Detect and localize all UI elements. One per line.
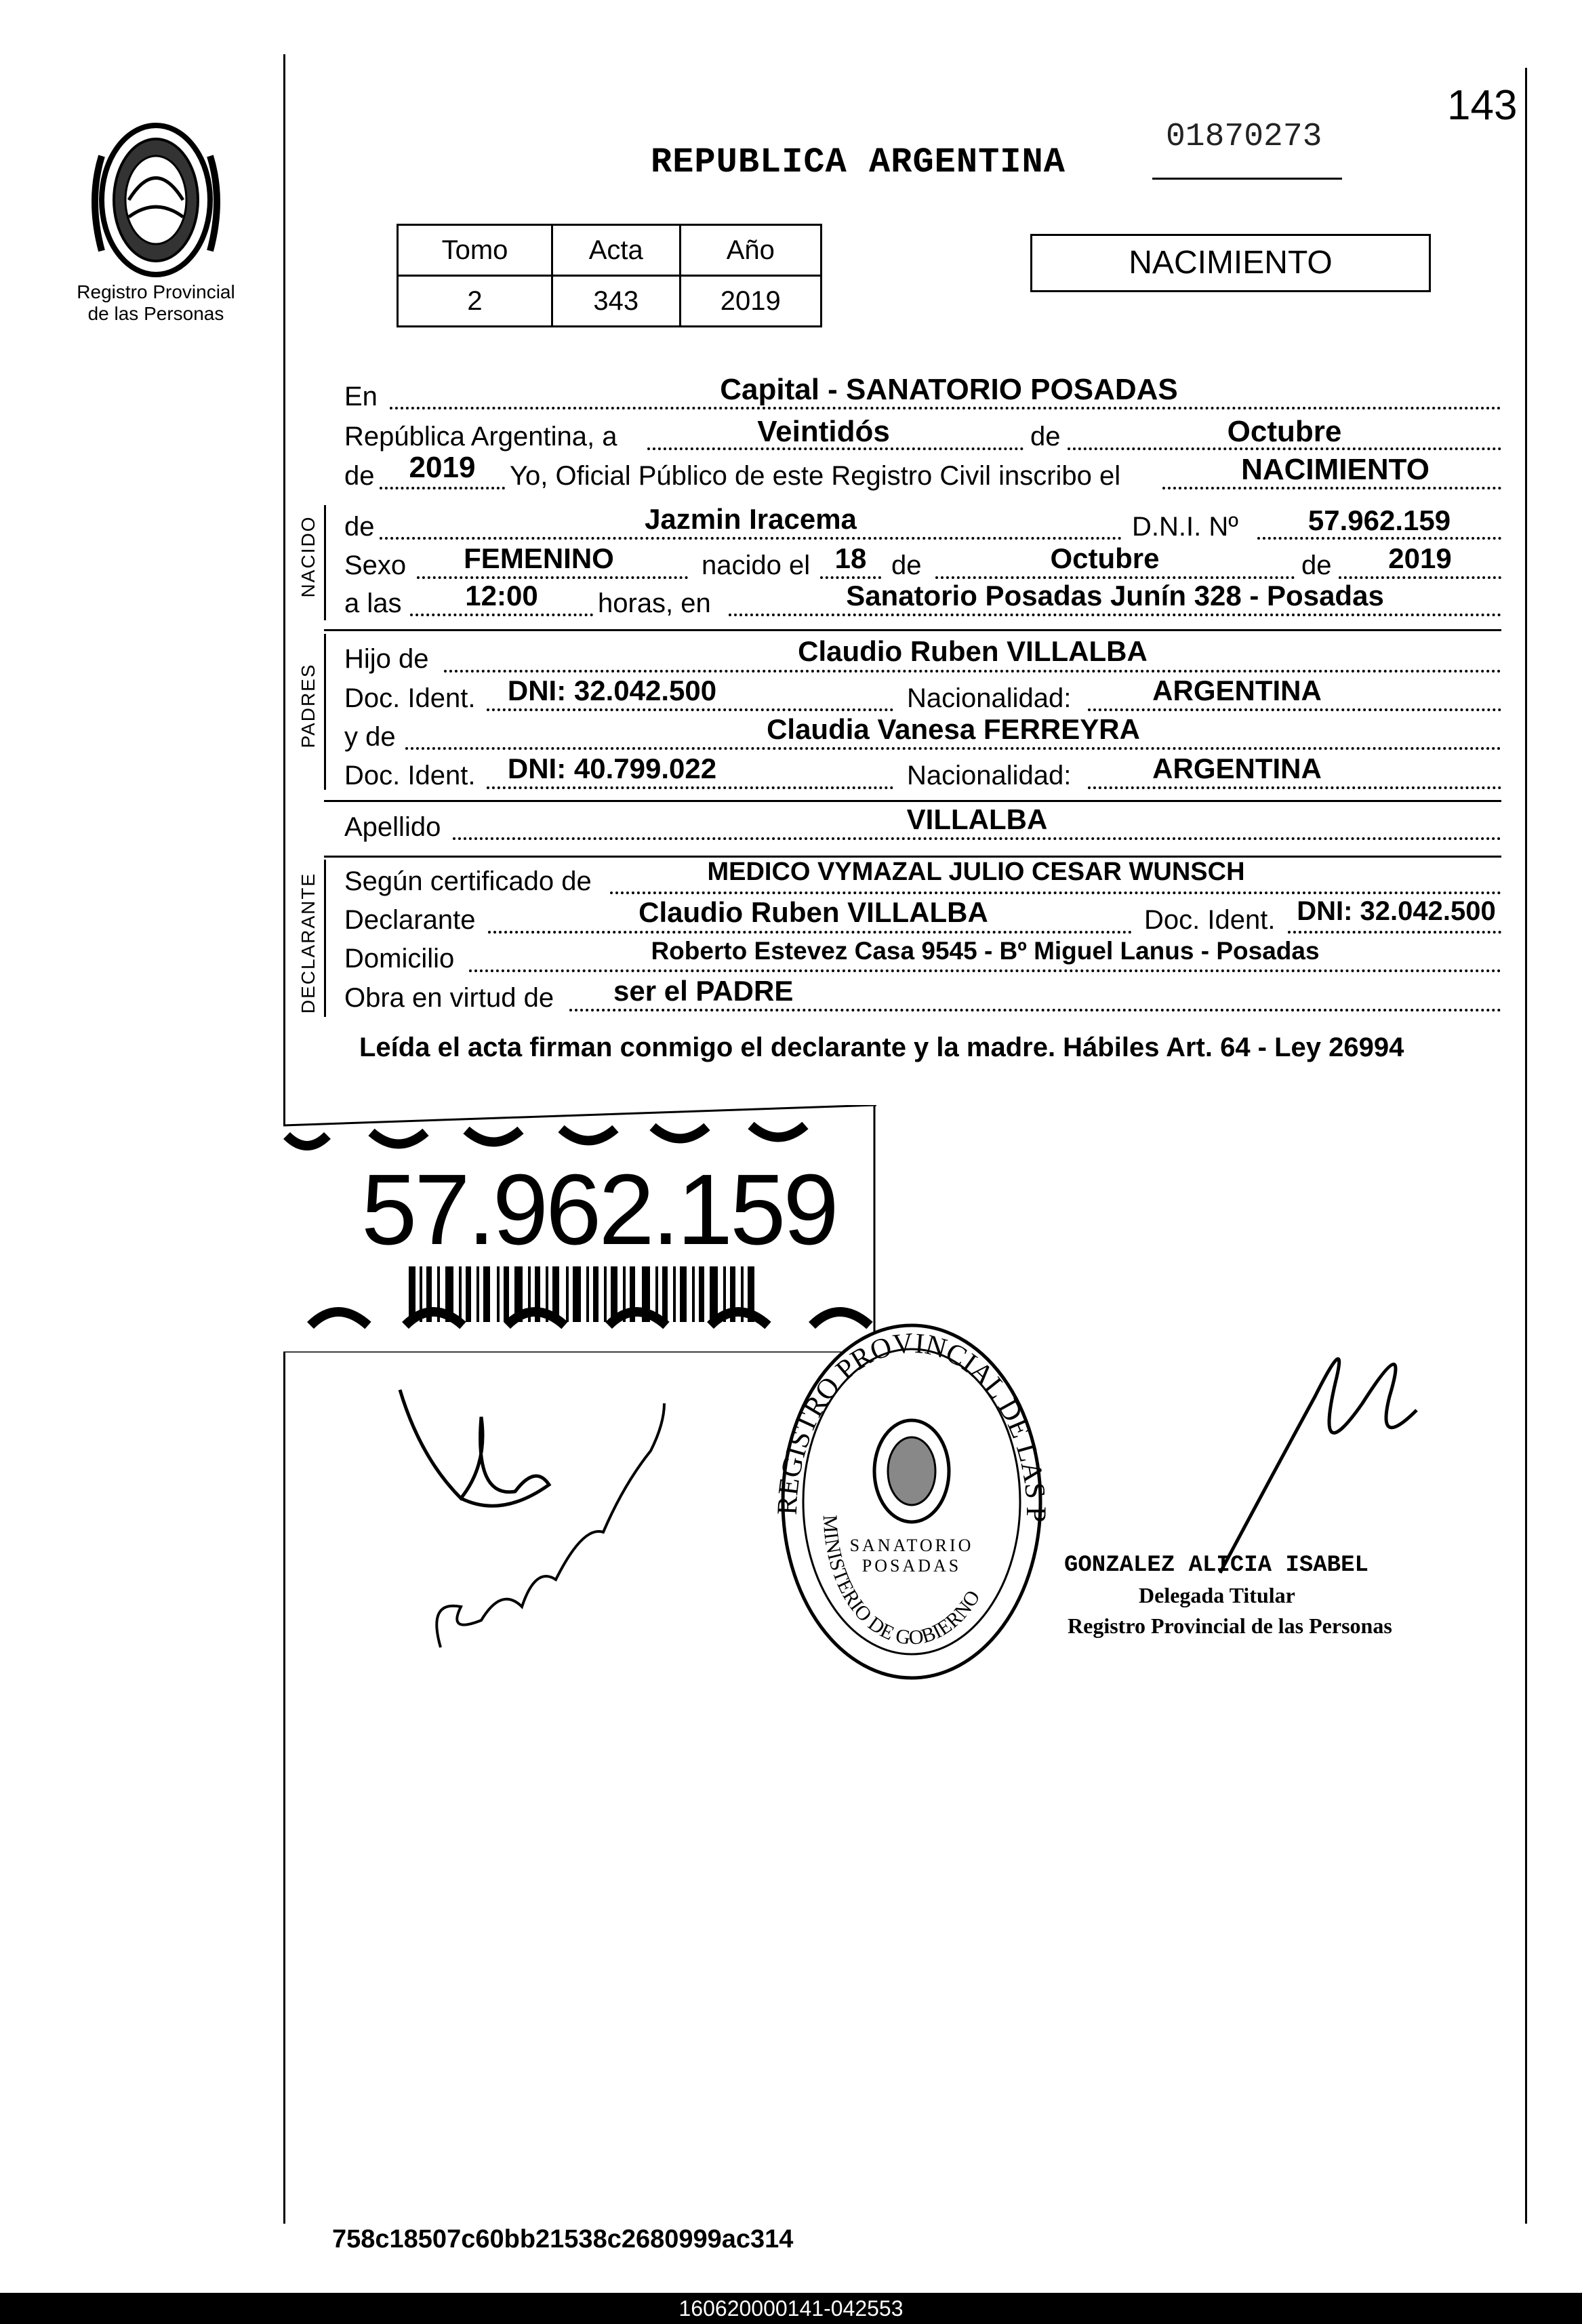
value-dia-letras: Veintidós <box>757 415 890 448</box>
label-horas-en: horas, en <box>598 588 711 618</box>
serial-number: 01870273 <box>1166 119 1322 155</box>
label-en: En <box>344 382 378 412</box>
value-acta: 343 <box>552 276 680 327</box>
province-logo <box>75 115 237 285</box>
serial-underline <box>1152 178 1342 180</box>
label-yo-oficial: Yo, Oficial Público de este Registro Civil inscribo el <box>510 461 1121 491</box>
label-de4: de <box>891 550 922 580</box>
value-nombre: Jazmin Iracema <box>645 503 857 535</box>
seal-outer-text: REGISTRO PROVINCIAL DE LAS P <box>771 1327 1052 1523</box>
dots-declarante <box>488 931 1132 934</box>
dots-padre-nac <box>1088 708 1501 711</box>
label-de1: de <box>1030 422 1061 452</box>
right-margin-line <box>1525 68 1527 2224</box>
value-padre-dni: DNI: 32.042.500 <box>507 675 717 706</box>
section-declarante: DECLARANTE <box>298 872 319 1014</box>
label-declarante: Declarante <box>344 905 476 935</box>
dots-anio <box>380 487 505 489</box>
value-madre: Claudia Vanesa FERREYRA <box>767 713 1140 745</box>
label-doc-ident3: Doc. Ident. <box>1144 905 1276 935</box>
dots-mes-nac <box>935 576 1295 579</box>
footer-code: 160620000141-042553 <box>678 2296 904 2321</box>
dots-madre-nac <box>1088 786 1501 789</box>
label-doc-ident2: Doc. Ident. <box>344 761 476 790</box>
dots-hora <box>410 614 593 616</box>
label-doc-ident1: Doc. Ident. <box>344 683 476 713</box>
header-acta: Acta <box>552 225 680 276</box>
section-padres: PADRES <box>298 663 319 748</box>
value-dia-nac: 18 <box>834 542 867 574</box>
footer-bar <box>0 2293 1582 2324</box>
label-nacido-el: nacido el <box>702 550 811 580</box>
separator-padres <box>324 800 1501 802</box>
dots-dni <box>1257 537 1501 540</box>
sticker-barcode <box>409 1266 761 1322</box>
official-office: Registro Provincial de las Personas <box>1068 1614 1392 1638</box>
registry-label: Registro Provincial de las Personas <box>77 281 235 324</box>
label-de3: de <box>344 512 375 542</box>
label-nacionalidad2: Nacionalidad: <box>907 761 1072 790</box>
label-domicilio: Domicilio <box>344 944 455 974</box>
label-nacionalidad1: Nacionalidad: <box>907 683 1072 713</box>
value-madre-dni: DNI: 40.799.022 <box>507 753 717 784</box>
label-obra-en-virtud: Obra en virtud de <box>344 983 554 1013</box>
dots-apellido <box>453 837 1501 840</box>
label-dni: D.N.I. Nº <box>1132 512 1238 542</box>
header-tomo: Tomo <box>398 225 552 276</box>
value-lugar-nac: Sanatorio Posadas Junín 328 - Posadas <box>846 580 1384 612</box>
value-anio: 2019 <box>409 451 476 484</box>
value-sexo: FEMENINO <box>464 542 614 574</box>
section-nacido: NACIDO <box>298 515 319 598</box>
dots-obra <box>569 1009 1501 1011</box>
label-hijo-de: Hijo de <box>344 644 429 674</box>
seal-bottom-text: MINISTERIO DE GOBIERNO <box>818 1514 985 1649</box>
table-header-row <box>398 225 822 276</box>
label-sexo: Sexo <box>344 550 407 580</box>
dots-madre-dni <box>487 786 893 789</box>
value-declarante-dni: DNI: 32.042.500 <box>1297 896 1496 926</box>
seal-inner-text: SANATORIO POSADAS <box>849 1536 974 1576</box>
value-madre-nac: ARGENTINA <box>1152 753 1322 784</box>
value-obra: ser el PADRE <box>613 975 794 1007</box>
value-lugar: Capital - SANATORIO POSADAS <box>720 373 1178 406</box>
dots-dia-nac <box>820 576 881 579</box>
table-value-row <box>398 276 822 327</box>
dots-declarante-dni <box>1288 931 1501 934</box>
value-tipo: NACIMIENTO <box>1241 453 1429 486</box>
nacido-divider <box>324 505 326 620</box>
value-certificado: MEDICO VYMAZAL JULIO CESAR WUNSCH <box>707 858 1245 886</box>
value-domicilio: Roberto Estevez Casa 9545 - Bº Miguel Lanus - Posadas <box>651 937 1320 965</box>
padres-divider <box>324 634 326 790</box>
dots-domicilio <box>469 969 1501 972</box>
value-mes: Octubre <box>1227 415 1342 448</box>
dots-madre <box>405 747 1501 750</box>
page-number: 143 <box>1447 82 1518 129</box>
document-type: NACIMIENTO <box>1129 245 1333 281</box>
value-dni: 57.962.159 <box>1307 504 1451 536</box>
dots-en <box>390 407 1501 409</box>
label-y-de: y de <box>344 722 396 752</box>
label-republica: República Argentina, a <box>344 422 617 452</box>
official-role: Delegada Titular <box>1139 1583 1295 1607</box>
label-de2: de <box>344 461 375 491</box>
value-hora: 12:00 <box>465 580 538 612</box>
dots-anio-nac <box>1339 576 1501 579</box>
separator-nacido <box>324 629 1501 631</box>
sticker-number: 57.962.159 <box>361 1154 836 1266</box>
dots-nombre <box>380 537 1122 540</box>
tomo-acta-table <box>397 224 822 327</box>
dots-sexo <box>417 576 688 579</box>
dots-lugar-nac <box>729 614 1501 616</box>
closing-statement: Leída el acta firman conmigo el declarante y la madre. Hábiles Art. 64 - Ley 26994 <box>359 1033 1404 1062</box>
value-padre: Claudio Ruben VILLALBA <box>798 635 1148 667</box>
document-title: REPUBLICA ARGENTINA <box>651 142 1066 182</box>
value-tomo: 2 <box>398 276 552 327</box>
official-name: GONZALEZ ALICIA ISABEL <box>1064 1552 1368 1578</box>
value-anio: 2019 <box>680 276 821 327</box>
value-anio-nac: 2019 <box>1388 542 1452 574</box>
dots-tipo <box>1162 487 1501 489</box>
dots-padre-dni <box>487 708 893 711</box>
value-apellido: VILLALBA <box>906 803 1048 835</box>
document-hash: 758c18507c60bb21538c2680999ac314 <box>332 2225 794 2253</box>
declarante-divider <box>324 860 326 1017</box>
value-padre-nac: ARGENTINA <box>1152 675 1322 706</box>
dots-certificado <box>610 891 1501 894</box>
label-de5: de <box>1301 550 1332 580</box>
label-apellido: Apellido <box>344 812 441 842</box>
value-declarante: Claudio Ruben VILLALBA <box>638 896 988 928</box>
declarant-signature <box>380 1363 705 1661</box>
dots-padre <box>444 670 1501 673</box>
label-segun-certificado: Según certificado de <box>344 866 592 896</box>
official-signature <box>1193 1302 1478 1580</box>
header-anio: Año <box>680 225 821 276</box>
value-mes-nac: Octubre <box>1050 542 1160 574</box>
label-a-las: a las <box>344 588 402 618</box>
document-type-box <box>1030 234 1431 292</box>
official-seal <box>763 1312 1061 1685</box>
